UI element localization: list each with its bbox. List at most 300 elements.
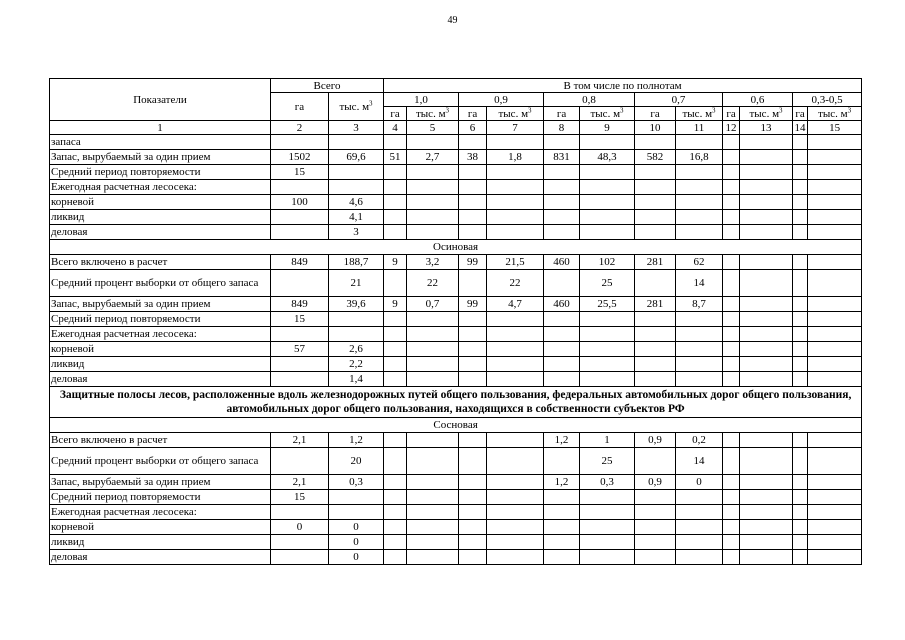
table-cell xyxy=(808,270,862,297)
table-cell xyxy=(808,150,862,165)
table-cell xyxy=(487,505,544,520)
table-cell xyxy=(271,505,329,520)
table-cell xyxy=(459,225,487,240)
table-cell xyxy=(808,448,862,475)
row-label: деловая xyxy=(50,372,271,387)
table-cell xyxy=(544,342,580,357)
table-cell xyxy=(676,505,723,520)
table-cell xyxy=(676,372,723,387)
table-row xyxy=(50,342,862,357)
table-cell xyxy=(740,225,793,240)
table-cell xyxy=(793,297,808,312)
table-row xyxy=(50,520,862,535)
table-cell xyxy=(676,210,723,225)
table-row xyxy=(50,180,862,195)
table-cell xyxy=(740,372,793,387)
table-cell: 14 xyxy=(676,270,723,297)
table-cell xyxy=(384,210,407,225)
table-cell xyxy=(384,448,407,475)
table-cell xyxy=(635,135,676,150)
table-cell xyxy=(544,270,580,297)
table-row xyxy=(50,372,862,387)
row-label: Всего включено в расчет xyxy=(50,433,271,448)
header-by-density: В том числе по полнотам xyxy=(384,79,862,93)
table-cell xyxy=(407,342,459,357)
table-cell xyxy=(808,165,862,180)
table-cell xyxy=(723,270,740,297)
table-cell xyxy=(723,195,740,210)
header-unit-ha: га xyxy=(793,107,808,121)
table-cell xyxy=(808,550,862,565)
table-cell xyxy=(723,342,740,357)
table-cell xyxy=(793,312,808,327)
table-cell xyxy=(384,165,407,180)
table-cell xyxy=(459,342,487,357)
table-cell xyxy=(723,357,740,372)
table-row xyxy=(50,535,862,550)
table-cell xyxy=(407,210,459,225)
table-cell: 582 xyxy=(635,150,676,165)
table-cell: 20 xyxy=(329,448,384,475)
page-number: 49 xyxy=(447,15,458,26)
table-cell xyxy=(384,433,407,448)
table-cell xyxy=(384,135,407,150)
table-cell xyxy=(635,520,676,535)
table-row xyxy=(50,312,862,327)
table-cell: 102 xyxy=(580,255,635,270)
table-cell xyxy=(740,195,793,210)
header-density: 1,0 xyxy=(384,93,459,107)
table-cell xyxy=(384,490,407,505)
table-cell xyxy=(271,180,329,195)
table-cell xyxy=(580,195,635,210)
table-row xyxy=(50,297,862,312)
table-cell xyxy=(740,165,793,180)
table-cell xyxy=(544,195,580,210)
table-cell xyxy=(271,550,329,565)
table-cell xyxy=(676,535,723,550)
table-cell xyxy=(635,312,676,327)
header-total: Всего xyxy=(271,79,384,93)
table-cell xyxy=(635,327,676,342)
row-label: Запас, вырубаемый за один прием xyxy=(50,297,271,312)
table-cell xyxy=(676,312,723,327)
table-row xyxy=(50,255,862,270)
table-cell xyxy=(580,210,635,225)
table-cell: 4,1 xyxy=(329,210,384,225)
table-cell xyxy=(740,433,793,448)
table-cell: 57 xyxy=(271,342,329,357)
table-cell: 0,3 xyxy=(580,475,635,490)
table-cell xyxy=(487,448,544,475)
table-cell xyxy=(580,225,635,240)
table-cell: 99 xyxy=(459,297,487,312)
row-label: Средний процент выборки от общего запаса xyxy=(50,448,271,475)
table-row xyxy=(50,505,862,520)
table-cell xyxy=(808,520,862,535)
table-cell xyxy=(384,550,407,565)
table-cell: 0,2 xyxy=(676,433,723,448)
table-cell: 69,6 xyxy=(329,150,384,165)
table-cell: 16,8 xyxy=(676,150,723,165)
table-cell xyxy=(635,270,676,297)
row-label: Средний период повторяемости xyxy=(50,312,271,327)
table-cell: 21,5 xyxy=(487,255,544,270)
table-cell xyxy=(676,520,723,535)
row-label: Средний период повторяемости xyxy=(50,490,271,505)
table-cell xyxy=(580,520,635,535)
table-cell: 25 xyxy=(580,270,635,297)
table-cell: 100 xyxy=(271,195,329,210)
table-cell xyxy=(808,135,862,150)
table-cell xyxy=(487,165,544,180)
table-cell xyxy=(329,165,384,180)
header-total-ha: га xyxy=(271,93,329,121)
table-cell xyxy=(271,448,329,475)
table-cell xyxy=(544,327,580,342)
table-cell xyxy=(544,180,580,195)
table-cell xyxy=(407,195,459,210)
table-cell xyxy=(384,372,407,387)
table-cell xyxy=(271,210,329,225)
table-cell xyxy=(407,448,459,475)
column-number: 5 xyxy=(407,121,459,135)
header-unit-ha: га xyxy=(723,107,740,121)
table-cell: 281 xyxy=(635,255,676,270)
table-cell: 0,7 xyxy=(407,297,459,312)
section-row xyxy=(50,387,862,418)
table-cell: 1 xyxy=(580,433,635,448)
table-cell xyxy=(723,327,740,342)
table-cell: 2,6 xyxy=(329,342,384,357)
table-cell xyxy=(487,135,544,150)
table-cell xyxy=(676,342,723,357)
table-cell: 14 xyxy=(676,448,723,475)
table-cell: 2,7 xyxy=(407,150,459,165)
table-cell xyxy=(793,255,808,270)
table-cell: 0,9 xyxy=(635,433,676,448)
column-number: 9 xyxy=(580,121,635,135)
table-cell xyxy=(271,372,329,387)
table-cell xyxy=(793,372,808,387)
header-unit-m3: тыс. $м^3$ xyxy=(487,107,544,121)
table-cell xyxy=(740,297,793,312)
column-number: 7 xyxy=(487,121,544,135)
table-cell: 15 xyxy=(271,490,329,505)
table-cell xyxy=(723,448,740,475)
table-cell xyxy=(580,342,635,357)
table-cell: 99 xyxy=(459,255,487,270)
table-cell xyxy=(407,550,459,565)
table-row xyxy=(50,210,862,225)
table-cell xyxy=(635,550,676,565)
table-cell xyxy=(793,165,808,180)
table-cell: 15 xyxy=(271,165,329,180)
table-cell xyxy=(407,327,459,342)
table-cell xyxy=(459,312,487,327)
section-title-osin: Осиновая xyxy=(50,240,862,255)
table-cell xyxy=(487,312,544,327)
table-cell: 831 xyxy=(544,150,580,165)
table-cell xyxy=(723,297,740,312)
table-cell xyxy=(544,535,580,550)
table-cell xyxy=(487,357,544,372)
table-cell xyxy=(459,535,487,550)
header-column-numbers xyxy=(50,121,862,135)
table-cell xyxy=(676,357,723,372)
table-cell: 22 xyxy=(487,270,544,297)
table-cell xyxy=(740,210,793,225)
table-cell: 3,2 xyxy=(407,255,459,270)
column-number: 11 xyxy=(676,121,723,135)
row-label: деловая xyxy=(50,225,271,240)
table-cell xyxy=(329,327,384,342)
table-cell xyxy=(723,505,740,520)
header-indicator: Показатели xyxy=(50,79,271,121)
table-cell xyxy=(271,225,329,240)
table-row xyxy=(50,150,862,165)
table-cell: 281 xyxy=(635,297,676,312)
table-cell xyxy=(329,505,384,520)
column-number: 4 xyxy=(384,121,407,135)
header-unit-m3: тыс. $м^3$ xyxy=(740,107,793,121)
table-cell xyxy=(635,535,676,550)
table-cell xyxy=(407,180,459,195)
table-cell xyxy=(793,490,808,505)
table-cell xyxy=(808,342,862,357)
section-row xyxy=(50,240,862,255)
table-cell xyxy=(740,312,793,327)
table-cell xyxy=(544,490,580,505)
table-cell xyxy=(676,225,723,240)
table-cell xyxy=(808,475,862,490)
table-cell: 1,4 xyxy=(329,372,384,387)
table-cell: 1,8 xyxy=(487,150,544,165)
row-label: Запас, вырубаемый за один прием xyxy=(50,475,271,490)
column-number: 10 xyxy=(635,121,676,135)
table-cell xyxy=(793,535,808,550)
table-cell xyxy=(808,357,862,372)
table-cell xyxy=(676,550,723,565)
table-cell xyxy=(459,490,487,505)
table-cell: 1,2 xyxy=(544,475,580,490)
table-cell xyxy=(271,327,329,342)
table-cell xyxy=(740,505,793,520)
table-cell xyxy=(384,535,407,550)
table-row xyxy=(50,448,862,475)
column-number: 2 xyxy=(271,121,329,135)
table-cell xyxy=(487,550,544,565)
row-label: Средний процент выборки от общего запаса xyxy=(50,270,271,297)
table-cell xyxy=(459,357,487,372)
table-cell: 188,7 xyxy=(329,255,384,270)
header-unit-ha: га xyxy=(384,107,407,121)
table-cell xyxy=(723,210,740,225)
table-cell xyxy=(544,135,580,150)
row-label: ликвид xyxy=(50,535,271,550)
table-cell xyxy=(740,520,793,535)
table-cell: 8,7 xyxy=(676,297,723,312)
table-cell xyxy=(676,490,723,505)
table-cell xyxy=(407,505,459,520)
table-cell xyxy=(544,357,580,372)
table-cell xyxy=(793,475,808,490)
table-cell: 4,7 xyxy=(487,297,544,312)
table-cell: 0,9 xyxy=(635,475,676,490)
table-cell xyxy=(329,135,384,150)
table-cell: 9 xyxy=(384,297,407,312)
table-cell xyxy=(544,165,580,180)
table-cell xyxy=(635,195,676,210)
table-cell xyxy=(808,210,862,225)
table-cell xyxy=(676,180,723,195)
table-cell xyxy=(808,312,862,327)
row-label: Средний период повторяемости xyxy=(50,165,271,180)
table-row xyxy=(50,327,862,342)
table-cell xyxy=(487,342,544,357)
table-cell: 0 xyxy=(329,535,384,550)
table-cell xyxy=(384,312,407,327)
table-cell xyxy=(459,448,487,475)
table-cell xyxy=(407,520,459,535)
table-cell xyxy=(271,135,329,150)
row-label: запаса xyxy=(50,135,271,150)
table-cell xyxy=(487,195,544,210)
table-cell xyxy=(329,490,384,505)
section-title-protective-strips: Защитные полосы лесов, расположенные вдоль железнодорожных путей общего пользования, федеральных автомобильных дорог общего пользования, автомобильных дорог общего пользования, находящихся в собственности субъектов РФ xyxy=(50,387,862,418)
header-density: 0,7 xyxy=(635,93,723,107)
table-cell xyxy=(793,505,808,520)
table-cell: 0 xyxy=(329,550,384,565)
table-cell: 51 xyxy=(384,150,407,165)
table-cell xyxy=(793,520,808,535)
table-cell xyxy=(740,135,793,150)
table-cell xyxy=(384,475,407,490)
table-cell xyxy=(740,342,793,357)
table-cell xyxy=(384,180,407,195)
table-cell: 849 xyxy=(271,255,329,270)
table-cell xyxy=(459,270,487,297)
header-unit-ha: га xyxy=(459,107,487,121)
table-cell xyxy=(793,357,808,372)
table-cell xyxy=(723,372,740,387)
table-cell xyxy=(459,505,487,520)
table-cell xyxy=(384,505,407,520)
table-cell xyxy=(808,535,862,550)
row-label: Ежегодная расчетная лесосека: xyxy=(50,327,271,342)
row-label: ликвид xyxy=(50,357,271,372)
table-cell xyxy=(329,180,384,195)
table-cell xyxy=(808,297,862,312)
column-number: 1 xyxy=(50,121,271,135)
table-cell xyxy=(635,225,676,240)
table-cell xyxy=(723,550,740,565)
table-cell xyxy=(580,550,635,565)
column-number: 15 xyxy=(808,121,862,135)
table-cell xyxy=(580,505,635,520)
table-cell xyxy=(793,342,808,357)
table-cell xyxy=(544,520,580,535)
table-cell xyxy=(808,372,862,387)
allowable-cut-table xyxy=(49,78,862,565)
table-cell xyxy=(723,490,740,505)
table-cell: 39,6 xyxy=(329,297,384,312)
table-cell xyxy=(459,165,487,180)
table-cell xyxy=(793,327,808,342)
row-label: Запас, вырубаемый за один прием xyxy=(50,150,271,165)
table-cell xyxy=(793,135,808,150)
table-cell xyxy=(544,505,580,520)
table-cell xyxy=(544,372,580,387)
table-cell xyxy=(635,490,676,505)
table-cell xyxy=(384,357,407,372)
table-cell: 1502 xyxy=(271,150,329,165)
column-number: 6 xyxy=(459,121,487,135)
table-cell xyxy=(384,195,407,210)
table-cell xyxy=(487,180,544,195)
table-cell xyxy=(635,165,676,180)
column-number: 8 xyxy=(544,121,580,135)
header-total-m3: тыс. $м^3$ xyxy=(329,93,384,121)
table-cell xyxy=(271,357,329,372)
header-unit-m3: тыс. $м^3$ xyxy=(676,107,723,121)
table-row xyxy=(50,433,862,448)
table-cell xyxy=(808,180,862,195)
table-cell xyxy=(487,327,544,342)
table-cell xyxy=(723,312,740,327)
table-cell xyxy=(635,210,676,225)
table-cell xyxy=(459,210,487,225)
table-cell xyxy=(740,475,793,490)
table-cell xyxy=(723,255,740,270)
row-label: ликвид xyxy=(50,210,271,225)
table-cell xyxy=(580,357,635,372)
table-cell xyxy=(676,165,723,180)
table-cell: 0 xyxy=(676,475,723,490)
table-cell xyxy=(793,195,808,210)
row-label: корневой xyxy=(50,195,271,210)
table-cell xyxy=(808,505,862,520)
table-cell xyxy=(723,433,740,448)
table-cell xyxy=(580,535,635,550)
table-cell: 22 xyxy=(407,270,459,297)
table-cell xyxy=(793,448,808,475)
table-cell xyxy=(544,210,580,225)
table-cell xyxy=(635,448,676,475)
table-cell xyxy=(740,357,793,372)
table-cell xyxy=(676,327,723,342)
table-cell: 849 xyxy=(271,297,329,312)
column-number: 3 xyxy=(329,121,384,135)
table-row xyxy=(50,550,862,565)
table-cell xyxy=(793,150,808,165)
table-row xyxy=(50,225,862,240)
table-cell xyxy=(487,490,544,505)
table-cell xyxy=(271,535,329,550)
table-cell xyxy=(793,550,808,565)
table-cell xyxy=(808,225,862,240)
table-cell xyxy=(723,135,740,150)
table-cell xyxy=(487,225,544,240)
table-cell: 2,1 xyxy=(271,475,329,490)
table-cell xyxy=(808,433,862,448)
table-cell xyxy=(723,535,740,550)
table-cell xyxy=(635,372,676,387)
row-label: корневой xyxy=(50,342,271,357)
table-cell xyxy=(329,312,384,327)
table-cell xyxy=(740,448,793,475)
table-cell xyxy=(793,180,808,195)
